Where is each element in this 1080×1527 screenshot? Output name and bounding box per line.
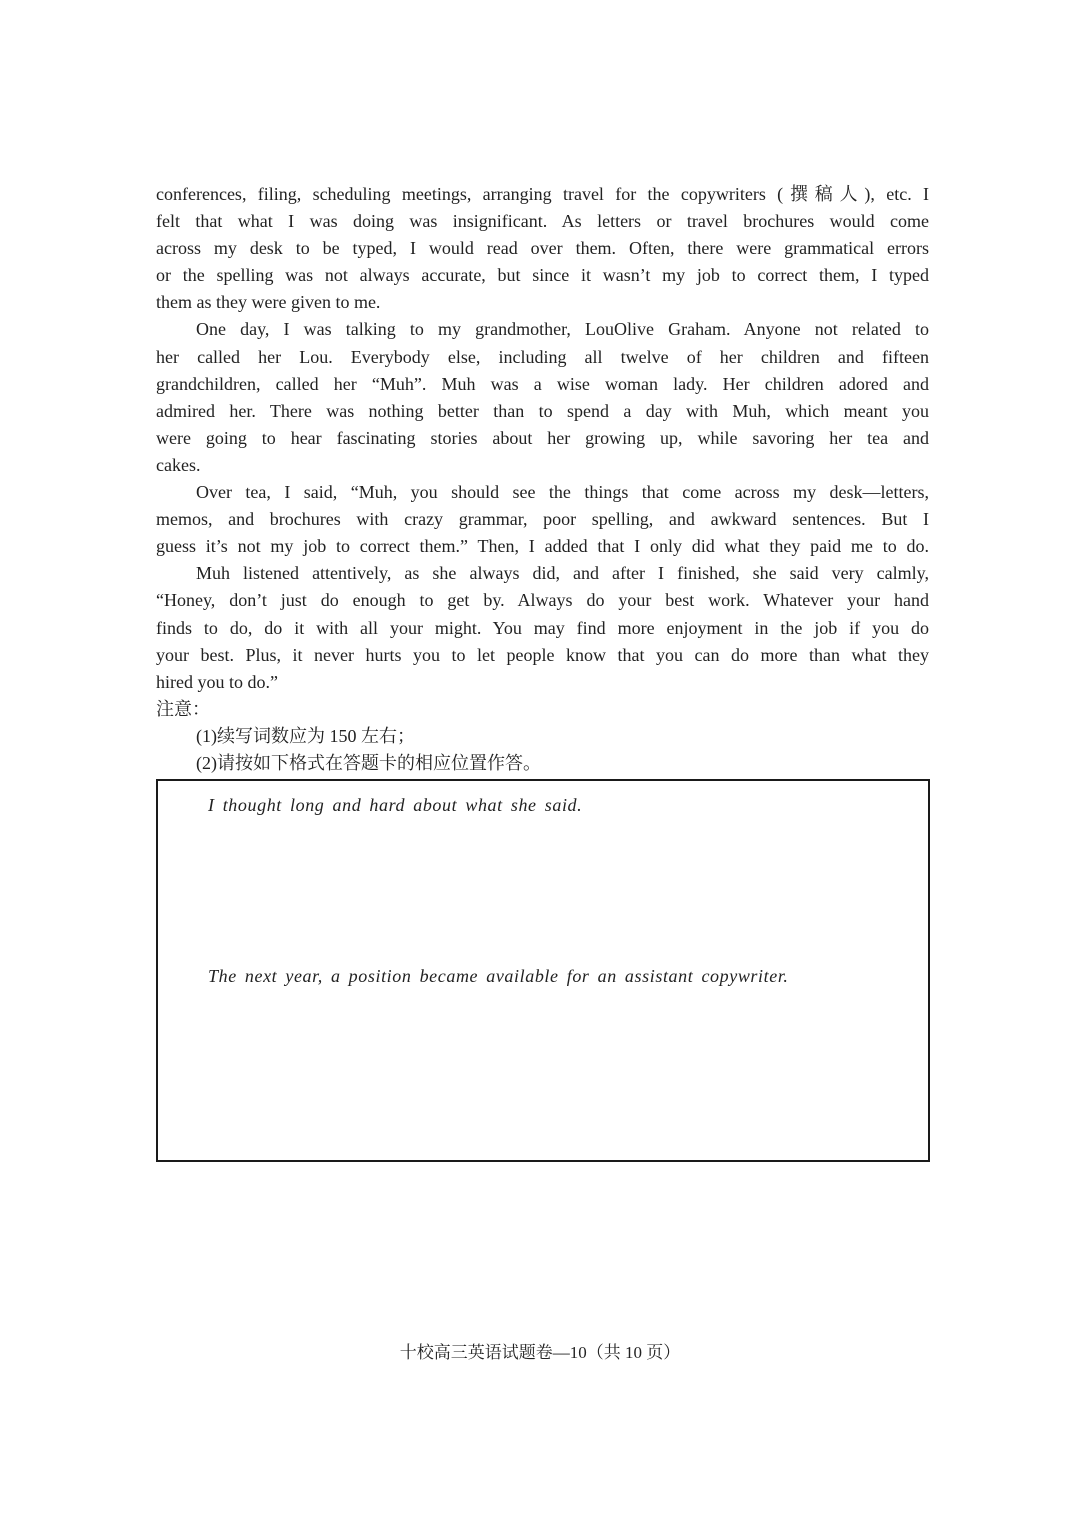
passage-line: “Honey, don’t just do enough to get by. Always do your best work. Whatever your hand	[156, 590, 929, 611]
passage-line: memos, and brochures with crazy grammar, poor spelling, and awkward sentences. But I	[156, 509, 929, 530]
passage-line: your best. Plus, it never hurts you to let people know that you can do more than what they	[156, 644, 929, 665]
passage-line: conferences, filing, scheduling meetings, arranging travel for the copywriters (撰稿人), etc. I	[156, 184, 929, 204]
passage-line: Muh listened attentively, as she always did, and after I finished, she said very calmly,	[196, 563, 929, 584]
continuation-prompt-2: The next year, a position became available for an assistant copywriter.	[208, 966, 789, 986]
answer-box[interactable]	[156, 779, 930, 1162]
continuation-prompt-1: I thought long and hard about what she said.	[208, 795, 583, 815]
passage-line: finds to do, do it with all your might. You may find more enjoyment in the job if you do	[156, 617, 929, 638]
passage-line: across my desk to be typed, I would read over them. Often, there were grammatical errors	[156, 238, 929, 259]
passage-line: were going to hear fascinating stories about her growing up, while savoring her tea and	[156, 427, 929, 448]
passage-line: Over tea, I said, “Muh, you should see the things that come across my desk—letters,	[196, 482, 929, 503]
note-item-word-count: (1)续写词数应为 150 左右；	[196, 725, 415, 746]
passage-line: One day, I was talking to my grandmother, LouOlive Graham. Anyone not related to	[196, 319, 929, 340]
passage	[156, 181, 929, 777]
passage-line: admired her. There was nothing better than to spend a day with Muh, which meant you	[156, 400, 929, 421]
passage-line: felt that what I was doing was insignificant. As letters or travel brochures would come	[156, 211, 929, 232]
passage-line: cakes.	[156, 454, 201, 475]
passage-line: her called her Lou. Everybody else, including all twelve of her children and fifteen	[156, 346, 929, 367]
notes-title: 注意：	[156, 698, 210, 719]
page-footer: 十校高三英语试题卷—10（共 10 页）	[399, 1343, 681, 1362]
passage-line: them as they were given to me.	[156, 292, 381, 313]
passage-line: or the spelling was not always accurate, but since it wasn’t my job to correct them, I typed	[156, 265, 929, 286]
note-item-format: (2)请按如下格式在答题卡的相应位置作答。	[196, 752, 541, 773]
passage-line: hired you to do.”	[156, 671, 278, 692]
passage-line: grandchildren, called her “Muh”. Muh was a wise woman lady. Her children adored and	[156, 373, 929, 394]
passage-line: guess it’s not my job to correct them.” Then, I added that I only did what they paid me to do.	[156, 536, 929, 557]
